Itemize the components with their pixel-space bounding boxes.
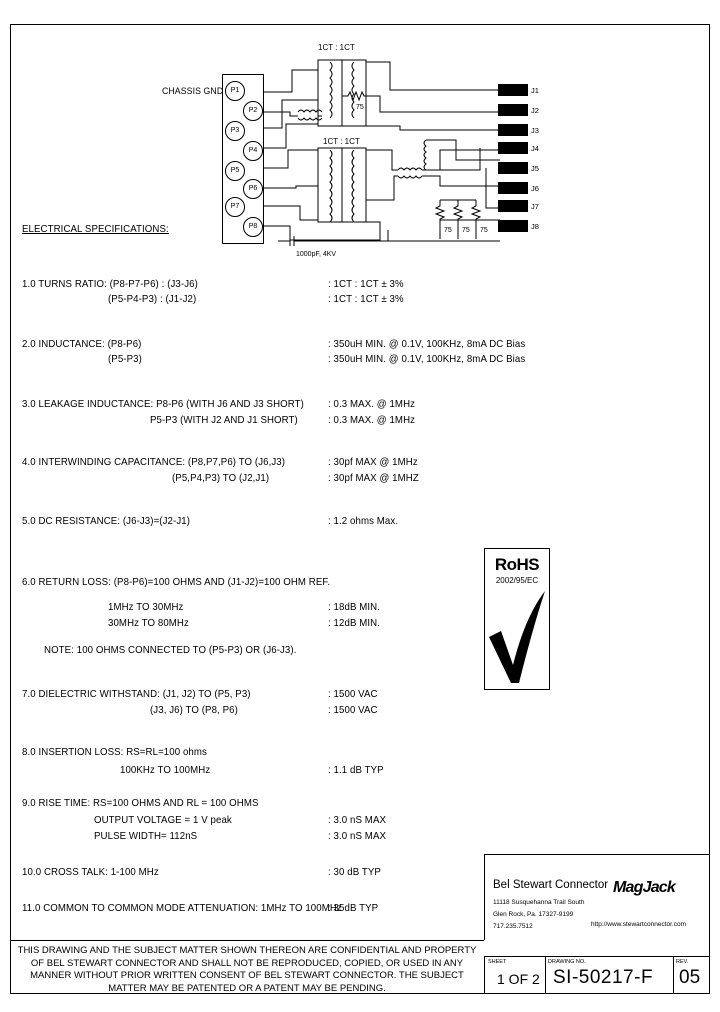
jack-j7-label: J7: [531, 202, 539, 211]
spec-9-a: OUTPUT VOLTAGE = 1 V peak: [94, 814, 232, 826]
resistor-label-2: 75: [462, 227, 470, 234]
drawing-cell: [545, 957, 674, 993]
spec-1-a: 1.0 TURNS RATIO: (P8-P7-P6) : (J3-J6): [22, 278, 198, 290]
title-block: [484, 854, 710, 940]
rev-cell: [673, 957, 709, 993]
rohs-directive: 2002/95/EC: [495, 576, 539, 585]
spec-2-b: (P5-P3): [108, 353, 142, 365]
spec-10: 10.0 CROSS TALK: 1-100 MHz: [22, 866, 159, 878]
spec-6-b-value: : 12dB MIN.: [328, 617, 381, 629]
spec-6-b: 30MHz TO 80MHz: [108, 617, 189, 629]
sheet-cell: [485, 957, 546, 993]
spec-6-a-value: : 18dB MIN.: [328, 601, 381, 613]
jack-j4-block: [498, 142, 528, 154]
spec-8-a: 100KHz TO 100MHz: [120, 764, 211, 776]
jack-j1-block: [498, 84, 528, 96]
chassis-gnd-label: CHASSIS GND: [162, 86, 224, 97]
jack-j7-block: [498, 200, 528, 212]
spec-2-a: 2.0 INDUCTANCE: (P8-P6): [22, 338, 142, 350]
drawing-info-row: [484, 956, 710, 994]
jack-j3-label: J3: [531, 126, 539, 135]
spec-9-a-value: : 3.0 nS MAX: [328, 814, 387, 826]
spec-3-a: 3.0 LEAKAGE INDUCTANCE: P8-P6 (WITH J6 AND J3 SHORT): [22, 398, 304, 410]
rev-value: 05: [679, 967, 701, 988]
capacitor-label: 1000pF, 4KV: [296, 251, 337, 258]
spec-9-b-value: : 3.0 nS MAX: [328, 830, 387, 842]
jack-j1-label: J1: [531, 86, 539, 95]
spec-2-b-value: : 350uH MIN. @ 0.1V, 100KHz, 8mA DC Bias: [328, 353, 526, 365]
jack-j4-label: J4: [531, 144, 539, 153]
drawing-label: DRAWING NO.: [548, 959, 586, 965]
jack-j6-label: J6: [531, 184, 539, 193]
jack-j2-block: [498, 104, 528, 116]
spec-7-a-value: : 1500 VAC: [328, 688, 378, 700]
upper-ratio-label: 1CT : 1CT: [318, 43, 355, 52]
confidential-notice: THIS DRAWING AND THE SUBJECT MATTER SHOWN THEREON ARE CONFIDENTIAL AND PROPERTY OF BEL STEWART CONNECTOR AND SHALL NOT BE REPRODUCED, COPIED, OR USED IN ANY MANNER WITHOUT PRIOR WRITTEN CONSENT OF BEL STEWART CONNECTOR. THE SUBJECT MATTER MAY BE PATENTED OR A PATENT MAY BE PENDING.: [10, 940, 484, 994]
spec-10-value: : 30 dB TYP: [328, 866, 381, 878]
jack-j6-block: [498, 182, 528, 194]
spec-7-b: (J3, J6) TO (P8, P6): [150, 704, 238, 716]
pin-p2: P2: [243, 101, 263, 121]
jack-j3-block: [498, 124, 528, 136]
spec-6-note: NOTE: 100 OHMS CONNECTED TO (P5-P3) OR (J6-J3).: [44, 644, 297, 656]
rev-label: REV.: [676, 959, 689, 965]
jack-j8-label: J8: [531, 222, 539, 231]
spec-6: 6.0 RETURN LOSS: (P8-P6)=100 OHMS AND (J1-J2)=100 OHM REF.: [22, 576, 331, 588]
company-name: Bel Stewart Connector: [493, 879, 609, 891]
jack-j5-block: [498, 162, 528, 174]
company-website: http://www.stewartconnector.com: [591, 921, 687, 928]
spec-8-a-value: : 1.1 dB TYP: [328, 764, 384, 776]
spec-5: 5.0 DC RESISTANCE: (J6-J3)=(J2-J1): [22, 515, 191, 527]
pin-p6: P6: [243, 179, 263, 199]
resistor-label-upper: 75: [356, 104, 364, 111]
checkmark-icon: [485, 587, 549, 687]
rohs-logo: [484, 548, 550, 690]
magjack-logo: MagJack: [613, 879, 675, 896]
company-address-2: Glen Rock, Pa. 17327-9199: [493, 911, 574, 918]
sheet-value: 1 OF 2: [497, 971, 540, 987]
spec-heading: ELECTRICAL SPECIFICATIONS:: [22, 223, 169, 235]
spec-2-a-value: : 350uH MIN. @ 0.1V, 100KHz, 8mA DC Bias: [328, 338, 526, 350]
lower-ratio-label: 1CT : 1CT: [323, 137, 360, 146]
company-phone: 717.235.7512: [493, 923, 533, 930]
spec-4-a: 4.0 INTERWINDING CAPACITANCE: (P8,P7,P6) TO (J6,J3): [22, 456, 286, 468]
drawing-number: SI-50217-F: [553, 967, 654, 988]
spec-3-b-value: : 0.3 MAX. @ 1MHz: [328, 414, 416, 426]
spec-3-a-value: : 0.3 MAX. @ 1MHz: [328, 398, 416, 410]
pin-p5: P5: [225, 161, 245, 181]
spec-9-b: PULSE WIDTH= 112nS: [94, 830, 198, 842]
spec-4-b-value: : 30pf MAX @ 1MHZ: [328, 472, 419, 484]
pin-p4: P4: [243, 141, 263, 161]
rohs-title: RoHS: [494, 555, 540, 574]
sheet-label: SHEET: [488, 959, 507, 965]
spec-11: 11.0 COMMON TO COMMON MODE ATTENUATION: 1MHz TO 100MHz: [22, 902, 342, 914]
company-address-1: 11118 Susquehanna Trail South: [493, 899, 585, 906]
spec-1-b: (P5-P4-P3) : (J1-J2): [108, 293, 197, 305]
pin-p7: P7: [225, 197, 245, 217]
resistor-label-3: 75: [480, 227, 488, 234]
spec-6-a: 1MHz TO 30MHz: [108, 601, 184, 613]
jack-j8-block: [498, 220, 528, 232]
spec-1-b-value: : 1CT : 1CT ± 3%: [328, 293, 404, 305]
spec-1-a-value: : 1CT : 1CT ± 3%: [328, 278, 404, 290]
jack-j2-label: J2: [531, 106, 539, 115]
pin-p1: P1: [225, 81, 245, 101]
pin-p3: P3: [225, 121, 245, 141]
jack-j5-label: J5: [531, 164, 539, 173]
spec-8: 8.0 INSERTION LOSS: RS=RL=100 ohms: [22, 746, 207, 758]
spec-7-b-value: : 1500 VAC: [328, 704, 378, 716]
spec-4-b: (P5,P4,P3) TO (J2,J1): [172, 472, 270, 484]
spec-9: 9.0 RISE TIME: RS=100 OHMS AND RL = 100 OHMS: [22, 797, 259, 809]
spec-4-a-value: : 30pf MAX @ 1MHz: [328, 456, 418, 468]
spec-11-value: : 35dB TYP: [328, 902, 379, 914]
resistor-label-1: 75: [444, 227, 452, 234]
spec-5-value: : 1.2 ohms Max.: [328, 515, 399, 527]
spec-7-a: 7.0 DIELECTRIC WITHSTAND: (J1, J2) TO (P5, P3): [22, 688, 251, 700]
pin-p8: P8: [243, 217, 263, 237]
spec-3-b: P5-P3 (WITH J2 AND J1 SHORT): [150, 414, 298, 426]
